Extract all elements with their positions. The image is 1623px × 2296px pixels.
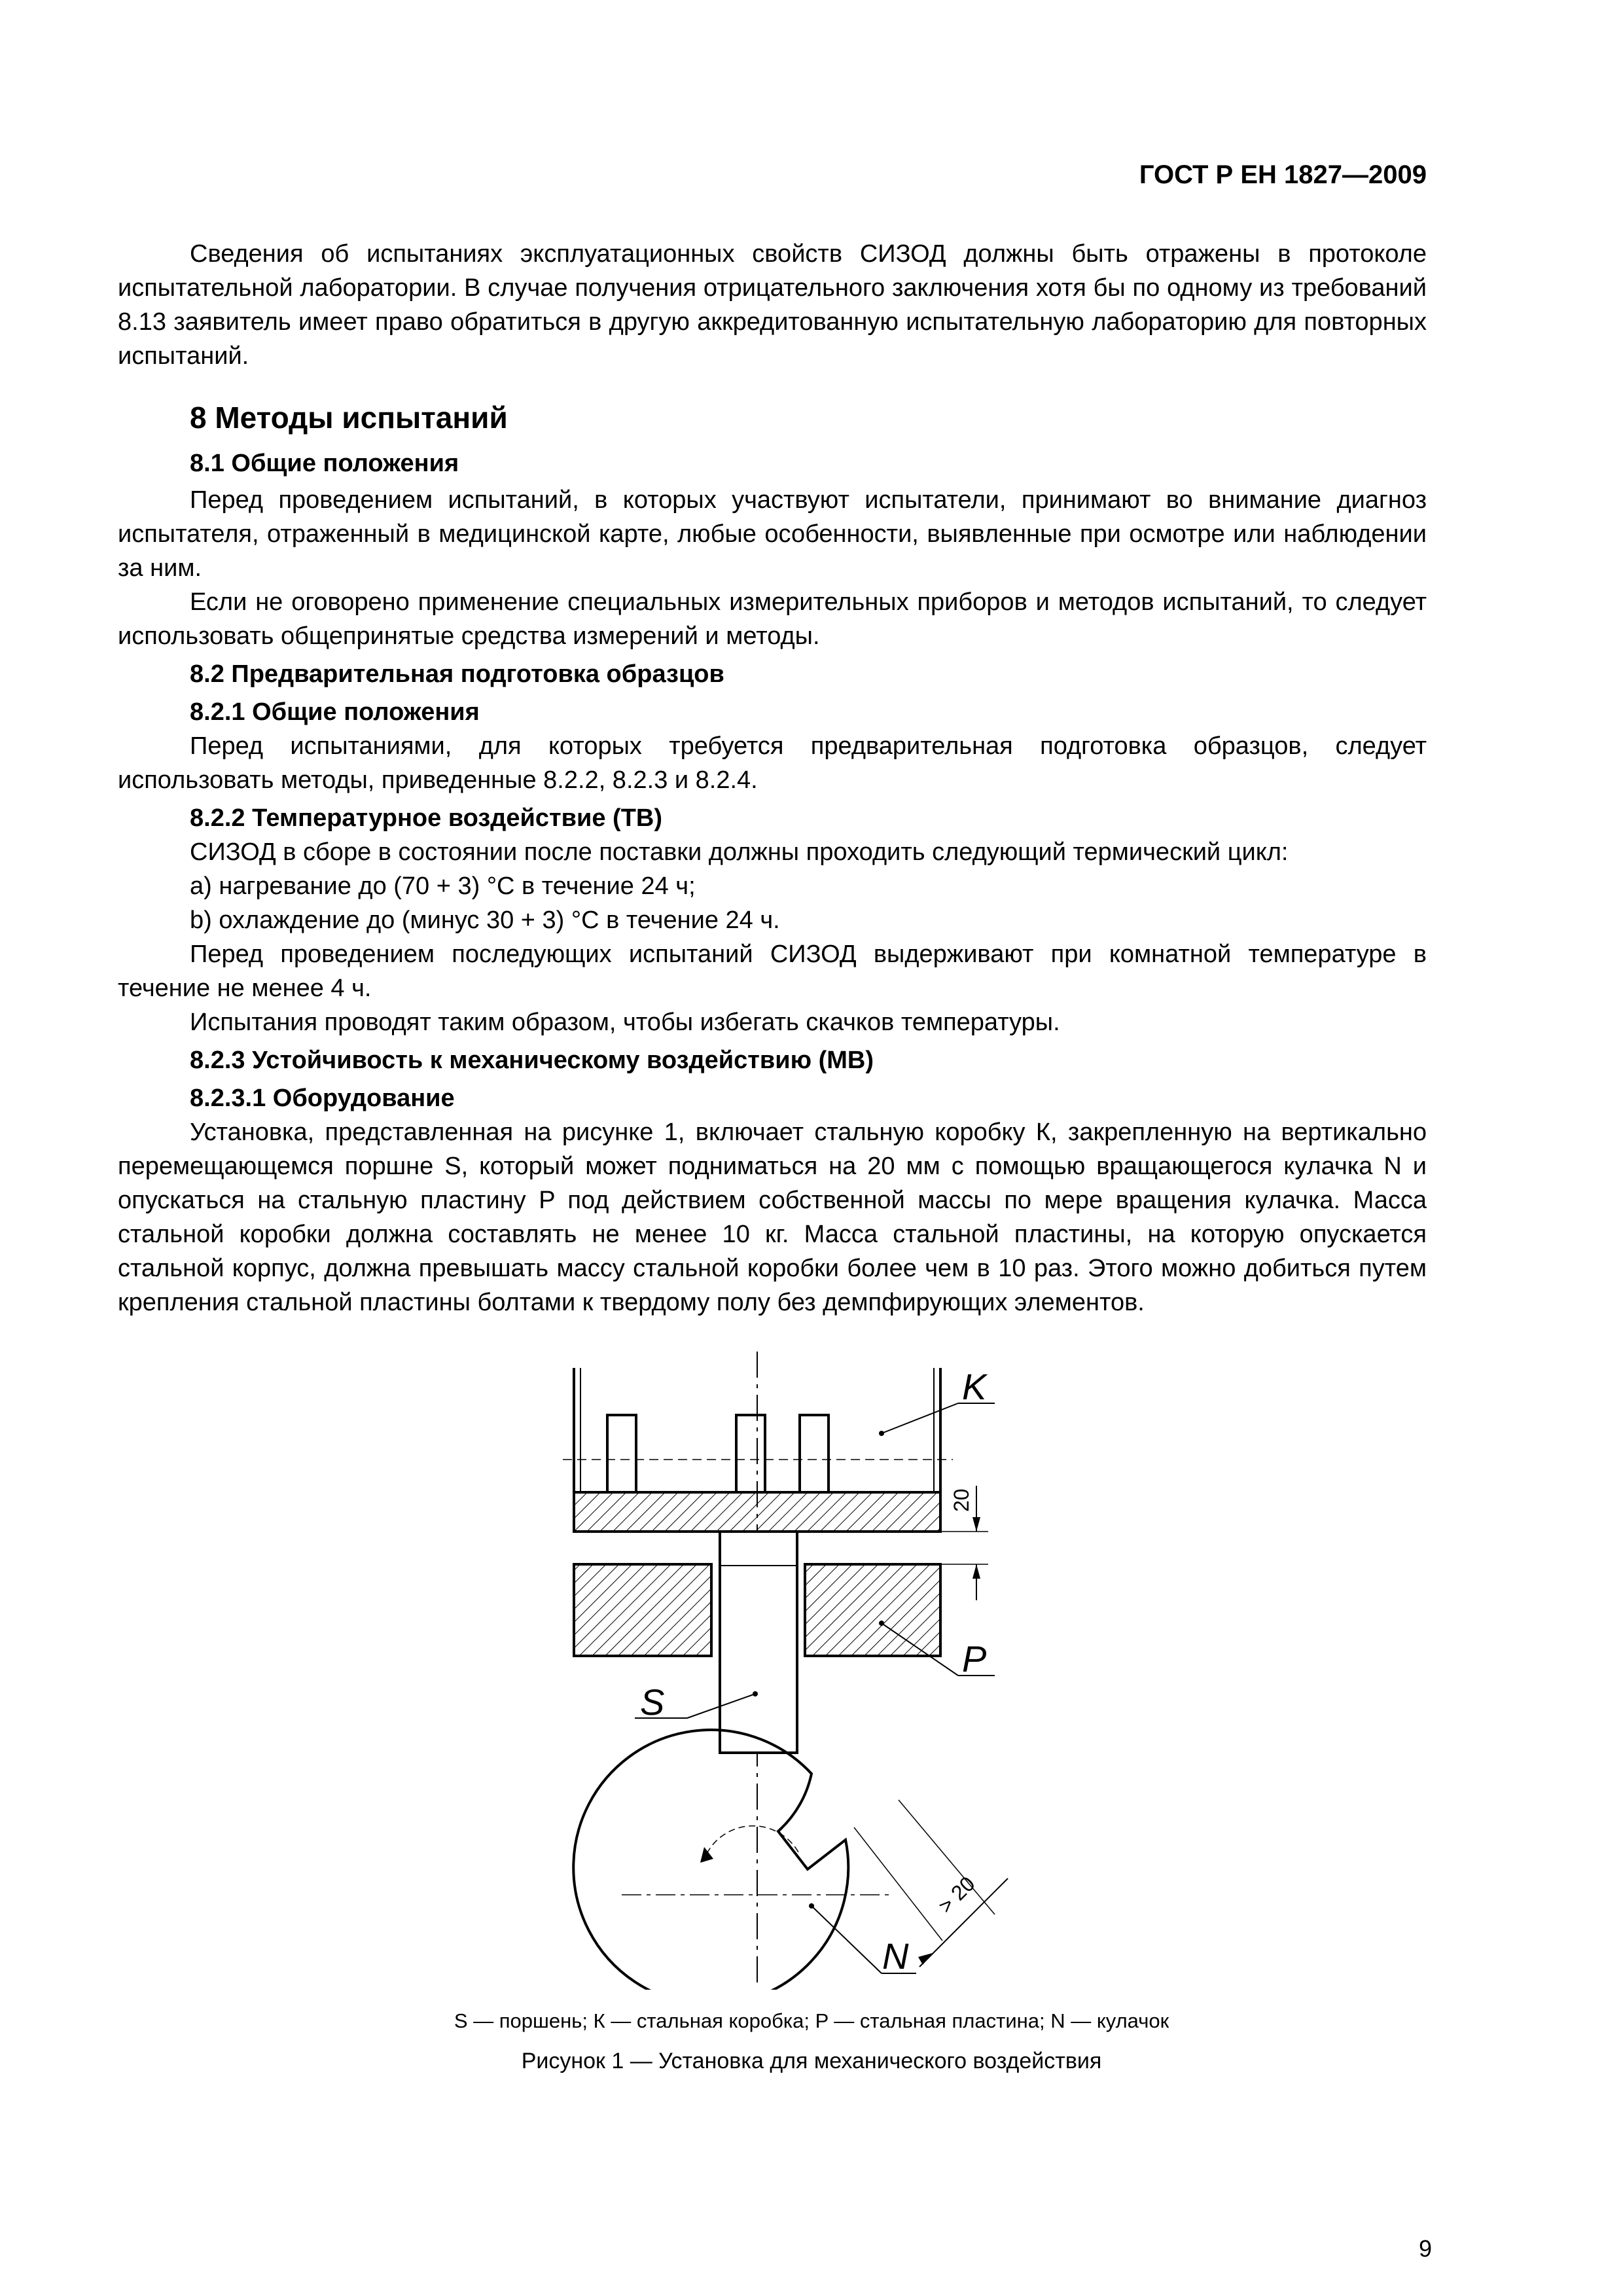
section-8-2-1-paragraph: Перед испытаниями, для которых требуется предварительная подготовка образцов, следует использовать методы, приведенные 8.2.2, 8.2.3 и 8.2.4.	[118, 732, 1427, 794]
label-n: N	[882, 1935, 909, 1977]
document-code: ГОСТ Р ЕН 1827—2009	[1139, 160, 1427, 189]
cam	[573, 1730, 897, 1990]
notch-dimension-label: > 20	[933, 1871, 980, 1918]
list-item-a: a) нагревание до (70 + 3) °С в течение 24 ч;	[190, 872, 696, 900]
figure-caption: Рисунок 1 — Установка для механического воздействия	[521, 2049, 1102, 2073]
notch-dimension	[854, 1800, 1008, 1967]
label-s: S	[640, 1681, 665, 1723]
section-8-2-2-title: 8.2.2 Температурное воздействие (ТВ)	[190, 804, 663, 832]
section-8-2-2-paragraph-1: СИЗОД в сборе в состоянии после поставки должны проходить следующий термический цикл:	[190, 838, 1289, 866]
section-8-2-title: 8.2 Предварительная подготовка образцов	[190, 660, 724, 688]
section-8-1-title: 8.1 Общие положения	[190, 450, 459, 477]
section-8-2-2-paragraph-2: Перед проведением последующих испытаний СИЗОД выдерживают при комнатной температуре в течение не менее 4 ч.	[118, 941, 1427, 1002]
section-8-2-3-1-paragraph: Установка, представленная на рисунке 1, включает стальную коробку К, закрепленную на вертикально перемещающемся поршне S, который может подниматься на 20 мм с помощью вращающегося кулачка N и опускаться на стальную пластину P под действием собственной массы по мере вращения кулачка. Масса стальной коробки должна составлять не менее 10 кг. Масса стальной пластины, на которую опускается стальной корпус, должна превышать массу стальной коробки более чем в 10 раз. Этого можно добиться путем крепления стальной пластины болтами к твердому полу без демпфирующих элементов.	[118, 1119, 1427, 1316]
section-8-1-paragraph-2: Если не оговорено применение специальных измерительных приборов и методов испытаний, то следует использовать общепринятые средства измерений и методы.	[118, 588, 1427, 650]
section-8-2-1-title: 8.2.1 Общие положения	[190, 698, 480, 726]
label-n-group	[809, 1903, 916, 1977]
figure-legend: S — поршень; К — стальная коробка; P — стальная пластина; N — кулачок	[454, 2009, 1169, 2032]
label-p: P	[962, 1638, 987, 1679]
label-k: K	[962, 1366, 987, 1407]
lift-dimension	[940, 1486, 988, 1600]
piston	[720, 1532, 797, 1753]
document-body	[118, 237, 1427, 1319]
figure-1-diagram	[537, 1335, 1060, 1990]
section-8-1-paragraph-1: Перед проведением испытаний, в которых участвуют испытатели, принимают во внимание диагноз испытателя, отраженный в медицинской карте, любые особенности, выявленные при осмотре или наблюдении за ним.	[118, 486, 1427, 582]
section-8-2-3-title: 8.2.3 Устойчивость к механическому воздействию (МВ)	[190, 1047, 874, 1074]
page-number: 9	[1418, 2235, 1432, 2262]
section-8-title: 8 Методы испытаний	[190, 401, 508, 435]
lift-dimension-label: 20	[950, 1488, 973, 1512]
section-8-2-2-paragraph-3: Испытания проводят таким образом, чтобы избегать скачков температуры.	[190, 1009, 1060, 1036]
label-k-group	[879, 1366, 995, 1436]
intro-paragraph: Сведения об испытаниях эксплуатационных свойств СИЗОД должны быть отражены в протоколе испытательной лаборатории. В случае получения отрицательного заключения хотя бы по одному из требований 8.13 заявитель имеет право обратиться в другую аккредитованную испытательную лабораторию для повторных испытаний.	[118, 240, 1427, 370]
list-item-b: b) охлаждение до (минус 30 + 3) °С в течение 24 ч.	[190, 906, 780, 934]
section-8-2-3-1-title: 8.2.3.1 Оборудование	[190, 1085, 455, 1112]
